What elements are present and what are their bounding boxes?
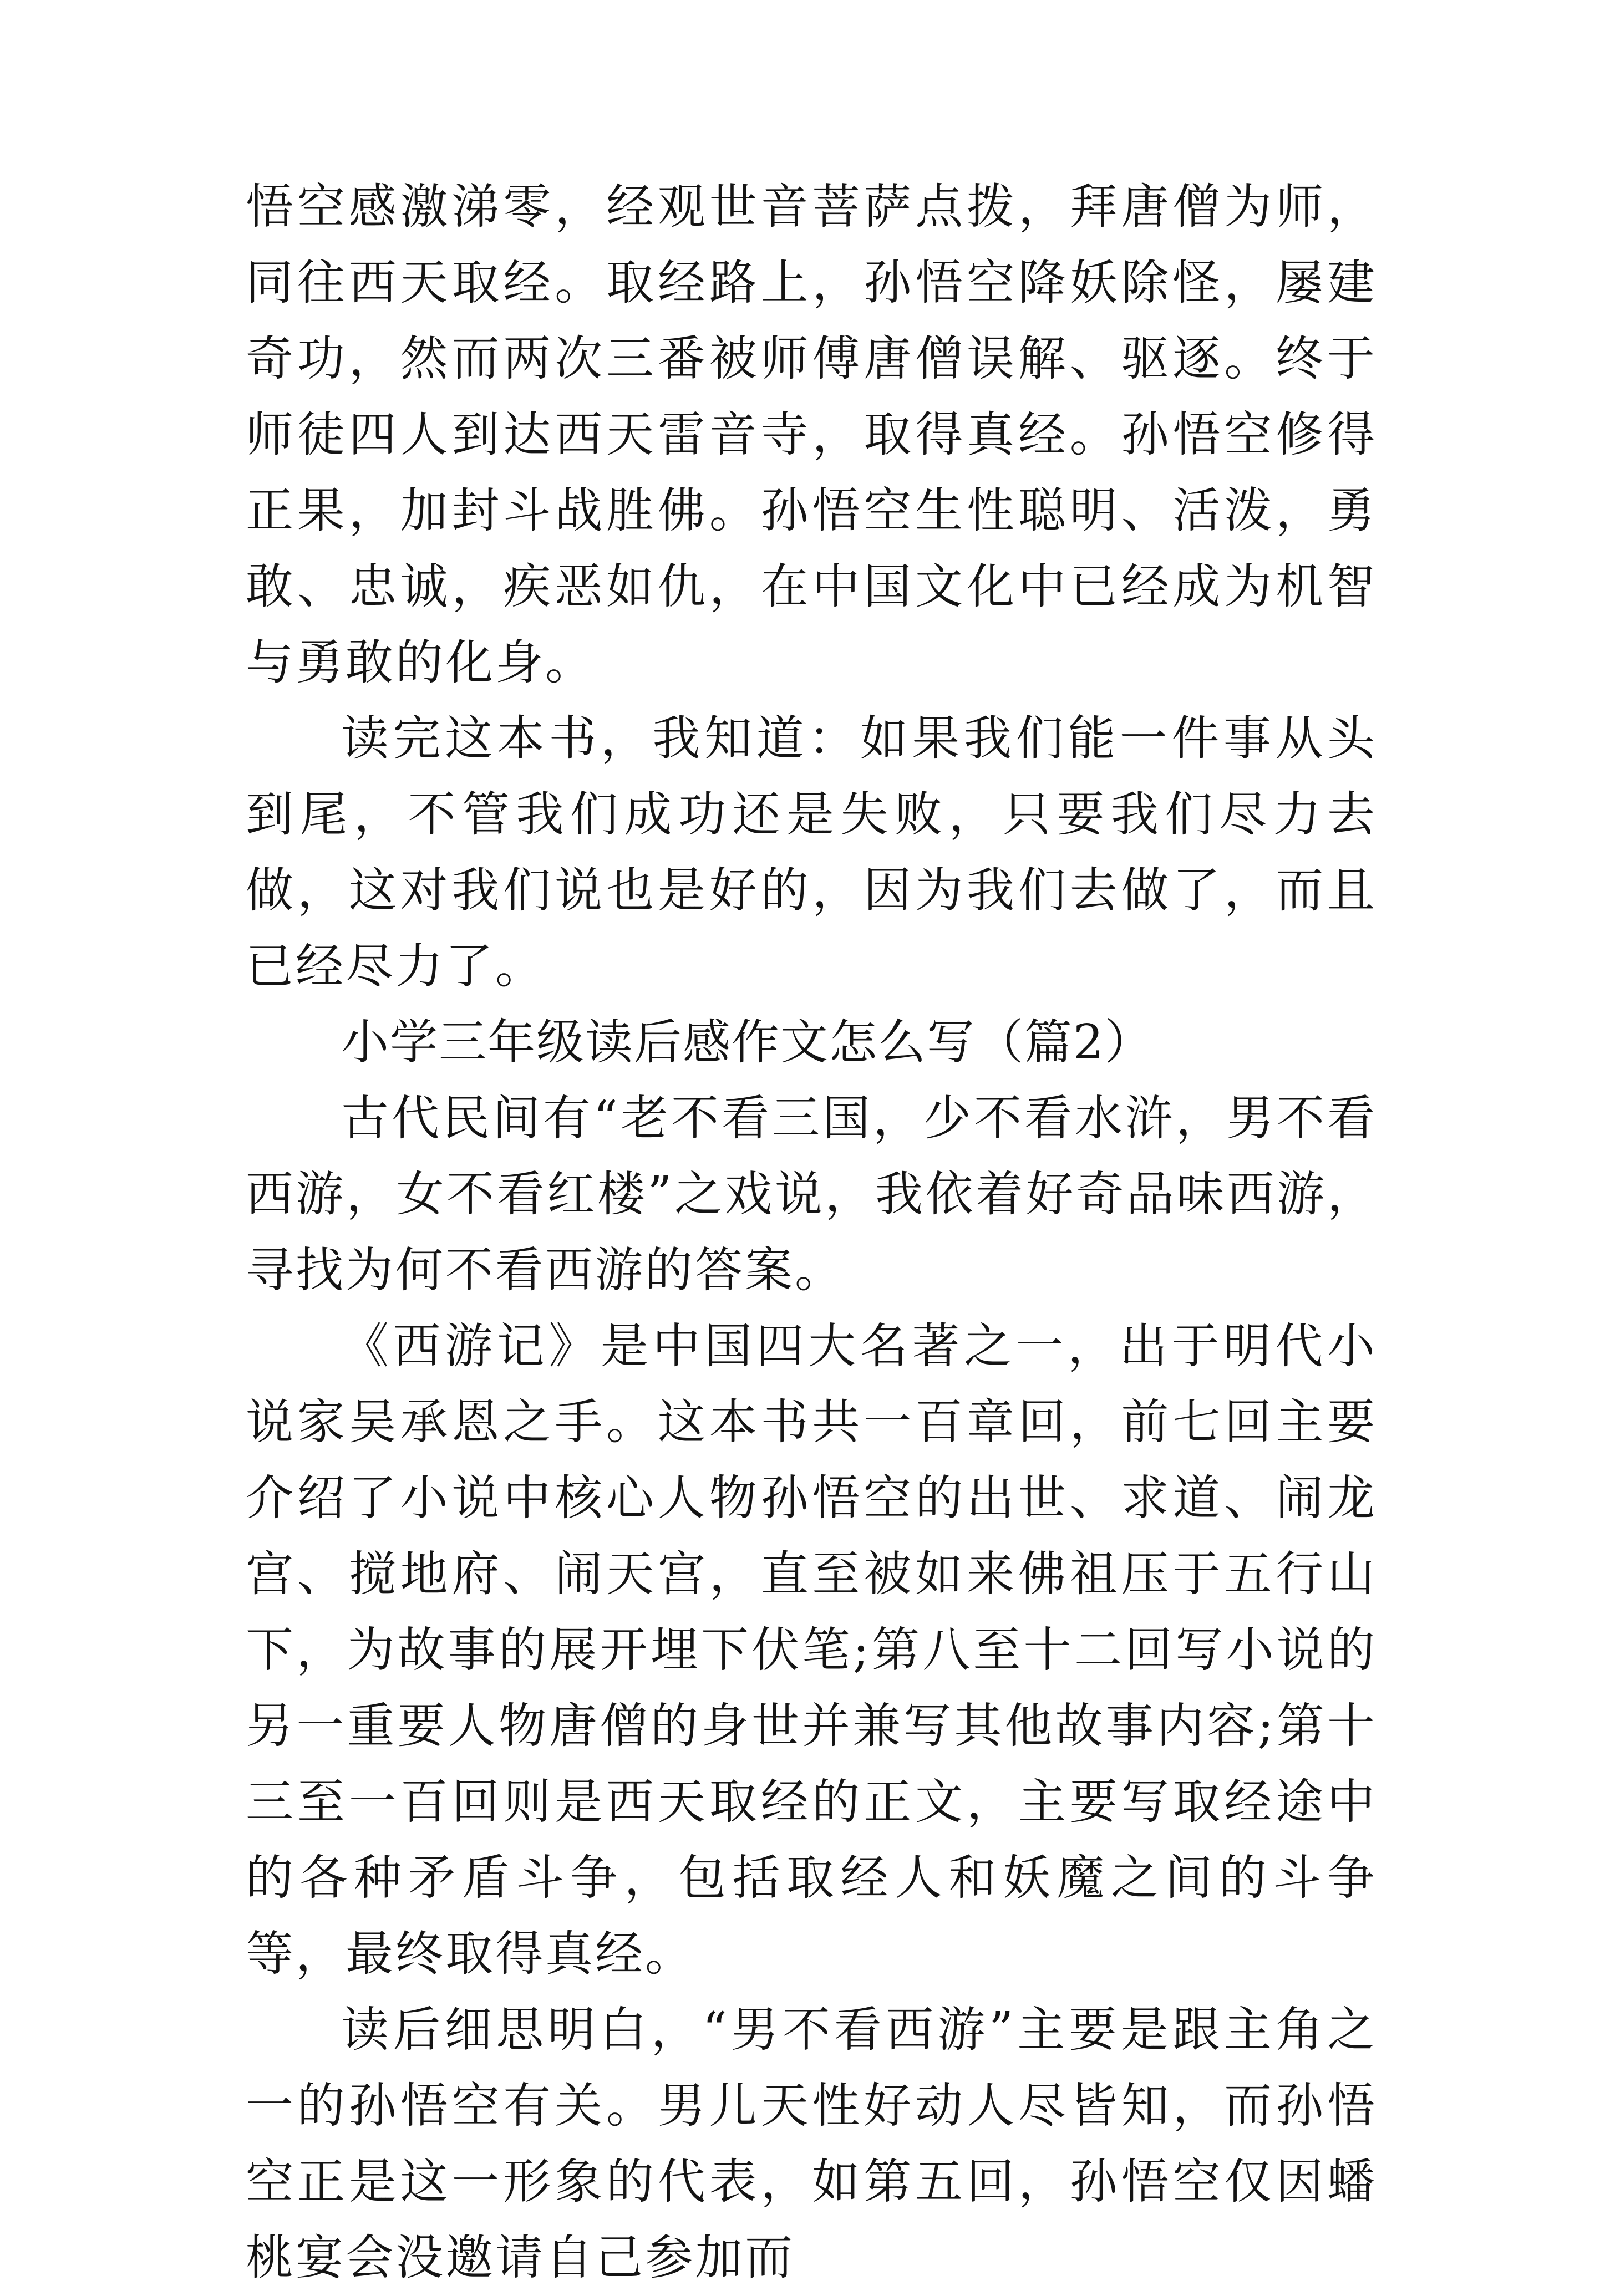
paragraph-1: 悟空感激涕零，经观世音菩萨点拨，拜唐僧为师，同往西天取经。取经路上，孙悟空降妖除怪，屡建奇功，然而两次三番被师傅唐僧误解、驱逐。终于师徒四人到达西天雷音寺，取得真经。孙悟空修得正果，加封斗战胜佛。孙悟空生性聪明、活泼，勇敢、忠诚，疾恶如仇，在中国文化中已经成为机智与勇敢的化身。 (246, 179, 1377, 690)
paragraph-5: 读后细思明白，“男不看西游”主要是跟主角之一的孙悟空有关。男儿天性好动人尽皆知，而孙悟空正是这一形象的代表，如第五回，孙悟空仅因蟠桃宴会没邀请自己参加而 (246, 2002, 1377, 2285)
paragraph-2: 读完这本书，我知道：如果我们能一件事从头到尾，不管我们成功还是失败，只要我们尽力去做，这对我们说也是好的，因为我们去做了，而且已经尽力了。 (246, 711, 1377, 994)
section-heading: 小学三年级读后感作文怎么写（篇2） (341, 1015, 1154, 1070)
paragraph-4: 《西游记》是中国四大名著之一，出于明代小说家吴承恩之手。这本书共一百章回，前七回主要介绍了小说中核心人物孙悟空的出世、求道、闹龙宫、搅地府、闹天宫，直至被如来佛祖压于五行山下，为故事的展开埋下伏笔;第八至十二回写小说的另一重要人物唐僧的身世并兼写其他故事内容;第十三至一百回则是西天取经的正文，主要写取经途中的各种矛盾斗争，包括取经人和妖魔之间的斗争等，最终取得真经。 (246, 1318, 1377, 1982)
paragraph-3: 古代民间有“老不看三国，少不看水浒，男不看西游，女不看红楼”之戏说，我依着好奇品味西游，寻找为何不看西游的答案。 (246, 1091, 1377, 1298)
document-body (246, 169, 1377, 2296)
